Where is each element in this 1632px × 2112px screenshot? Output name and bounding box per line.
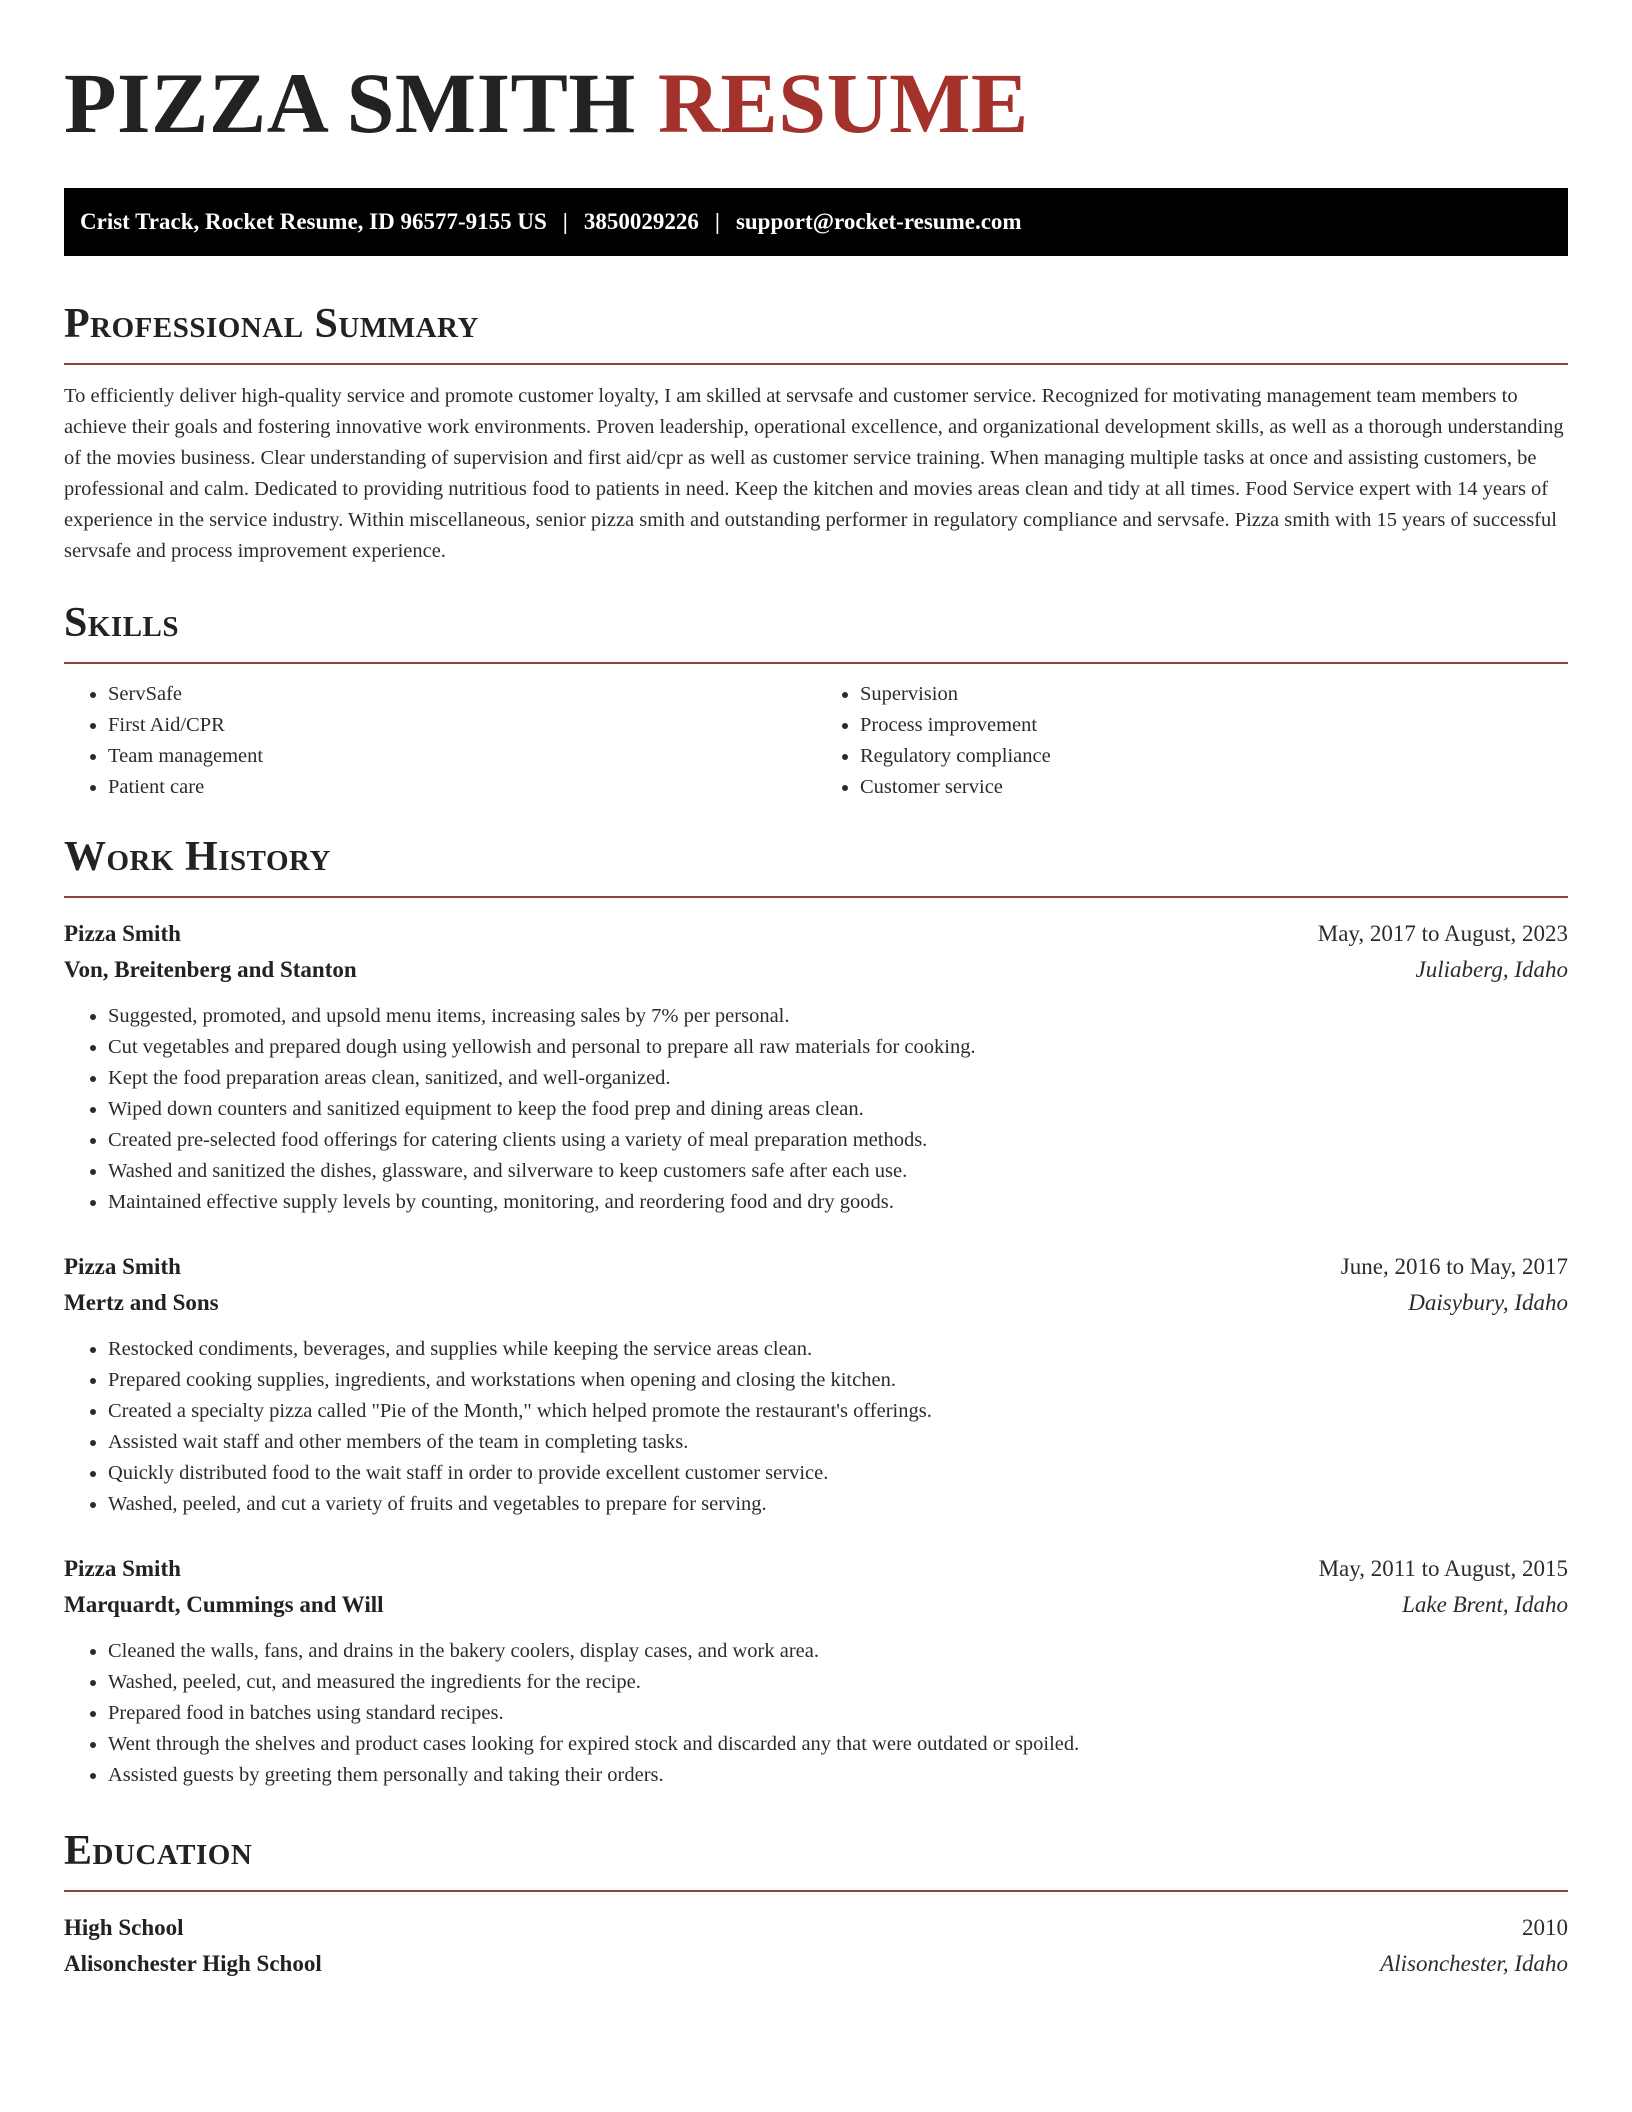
summary-paragraph: To efficiently deliver high-quality service and promote customer loyalty, I am skilled at servsafe and customer service. Recognized for motivating management team members to achieve their goals and fostering innovative work environments. Proven leadership, operational excellence, and organizational development skills, as well as a thorough understanding of the movies business. Clear understanding of supervision and first aid/cpr as well as customer service training. When managing multiple tasks at once and assisting customers, be professional and calm. Dedicated to providing nutritious food to patients in need. Keep the kitchen and movies areas clean and tidy at all times. Food Service expert with 14 years of experience in the service industry. Within miscellaneous, senior pizza smith and outstanding performer in regulatory compliance and servsafe. Pizza smith with 15 years of successful servsafe and process improvement experience.	[64, 385, 1564, 562]
job-duties-list	[64, 1334, 1568, 1520]
job-duty: • Washed, peeled, cut, and measured the ingredients for the recipe.	[108, 1667, 1568, 1698]
job-company-row	[64, 952, 1568, 988]
job-header-row	[64, 1249, 1568, 1285]
contact-address: Crist Track, Rocket Resume, ID 96577-9155 US	[80, 209, 547, 234]
education-location: Alisonchester, Idaho	[1380, 1951, 1568, 1976]
section-divider	[64, 896, 1568, 898]
job-duty: • Suggested, promoted, and upsold menu items, increasing sales by 7% per personal.	[108, 1001, 1568, 1032]
job-company: Marquardt, Cummings and Will	[64, 1592, 384, 1617]
education-school: Alisonchester High School	[64, 1951, 322, 1976]
education-school-row	[64, 1946, 1568, 1982]
job-duty: • Created a specialty pizza called "Pie of the Month," which helped promote the restaurant's offerings.	[108, 1396, 1568, 1427]
skill-item: • Regulatory compliance	[860, 741, 1568, 772]
skill-item: • Customer service	[860, 772, 1568, 803]
skill-item: • Team management	[108, 741, 816, 772]
skill-item: • First Aid/CPR	[108, 710, 816, 741]
job-duty: • Assisted wait staff and other members of the team in completing tasks.	[108, 1427, 1568, 1458]
job-duty: • Restocked condiments, beverages, and supplies while keeping the service areas clean.	[108, 1334, 1568, 1365]
resume-label: RESUME	[657, 55, 1029, 151]
job-location: Juliaberg, Idaho	[1415, 957, 1568, 982]
section-heading-work: Work History	[64, 834, 331, 880]
job-entry	[64, 916, 1568, 1218]
job-duty: • Went through the shelves and product cases looking for expired stock and discarded any that were outdated or spoiled.	[108, 1729, 1568, 1760]
section-heading-summary: Professional Summary	[64, 301, 479, 347]
job-entry	[64, 1249, 1568, 1520]
job-duty: • Cut vegetables and prepared dough using yellowish and personal to prepare all raw materials for cooking.	[108, 1032, 1568, 1063]
job-duty: • Prepared food in batches using standard recipes.	[108, 1698, 1568, 1729]
education-section	[64, 1823, 1568, 1982]
job-duty: • Maintained effective supply levels by counting, monitoring, and reordering food and dry goods.	[108, 1187, 1568, 1218]
job-header-row	[64, 916, 1568, 952]
job-company: Mertz and Sons	[64, 1290, 219, 1315]
job-duty: • Washed and sanitized the dishes, glassware, and silverware to keep customers safe after each use.	[108, 1156, 1568, 1187]
education-entry	[64, 1910, 1568, 1982]
job-title: Pizza Smith	[64, 1254, 181, 1279]
job-title: Pizza Smith	[64, 1556, 181, 1581]
work-history-section	[64, 829, 1568, 1791]
job-company-row	[64, 1285, 1568, 1321]
skill-item: • Patient care	[108, 772, 816, 803]
skill-item: • Supervision	[860, 679, 1568, 710]
job-title: Pizza Smith	[64, 921, 181, 946]
contact-phone: 3850029226	[583, 209, 699, 234]
job-duty: • Assisted guests by greeting them personally and taking their orders.	[108, 1760, 1568, 1791]
job-dates: June, 2016 to May, 2017	[1340, 1254, 1568, 1279]
contact-separator: |	[714, 209, 720, 234]
education-header-row	[64, 1910, 1568, 1946]
job-location: Lake Brent, Idaho	[1402, 1592, 1568, 1617]
contact-bar	[64, 188, 1568, 256]
job-duty: • Wiped down counters and sanitized equipment to keep the food prep and dining areas clean.	[108, 1094, 1568, 1125]
professional-summary-section	[64, 296, 1568, 567]
job-company: Von, Breitenberg and Stanton	[64, 957, 357, 982]
job-duty: • Created pre-selected food offerings for catering clients using a variety of meal preparation methods.	[108, 1125, 1568, 1156]
resume-title	[64, 54, 1568, 152]
skill-item: • ServSafe	[108, 679, 816, 710]
section-divider	[64, 662, 1568, 664]
job-dates: May, 2017 to August, 2023	[1317, 921, 1568, 946]
candidate-name: PIZZA SMITH	[64, 55, 636, 151]
job-duty: • Kept the food preparation areas clean, sanitized, and well-organized.	[108, 1063, 1568, 1094]
job-duties-list	[64, 1001, 1568, 1218]
skills-column-left	[64, 679, 816, 803]
section-heading-education: Education	[64, 1828, 253, 1874]
job-company-row	[64, 1587, 1568, 1623]
job-duty: • Washed, peeled, and cut a variety of fruits and vegetables to prepare for serving.	[108, 1489, 1568, 1520]
section-divider	[64, 363, 1568, 365]
contact-separator: |	[562, 209, 568, 234]
skills-grid	[64, 679, 1568, 803]
job-dates: May, 2011 to August, 2015	[1318, 1556, 1568, 1581]
skills-section	[64, 595, 1568, 803]
job-location: Daisybury, Idaho	[1408, 1290, 1568, 1315]
skills-column-right	[816, 679, 1568, 803]
skill-item: • Process improvement	[860, 710, 1568, 741]
job-duty: • Prepared cooking supplies, ingredients, and workstations when opening and closing the kitchen.	[108, 1365, 1568, 1396]
section-divider	[64, 1890, 1568, 1892]
job-header-row	[64, 1551, 1568, 1587]
education-degree: High School	[64, 1915, 184, 1940]
job-entry	[64, 1551, 1568, 1791]
job-duties-list	[64, 1636, 1568, 1791]
job-duty: • Cleaned the walls, fans, and drains in the bakery coolers, display cases, and work area.	[108, 1636, 1568, 1667]
education-year: 2010	[1522, 1915, 1568, 1940]
section-heading-skills: Skills	[64, 600, 180, 646]
contact-email: support@rocket-resume.com	[735, 209, 1022, 234]
job-duty: • Quickly distributed food to the wait staff in order to provide excellent customer service.	[108, 1458, 1568, 1489]
